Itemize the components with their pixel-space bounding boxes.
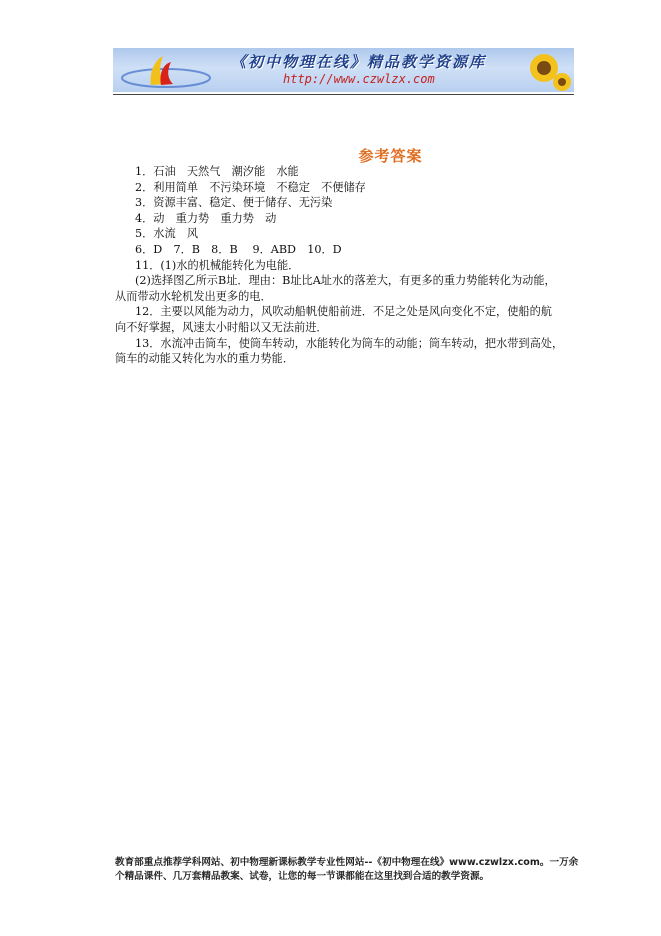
answer-5: 5．水流 风 [135,227,199,241]
answer-list [115,164,577,367]
page-footer [115,856,581,884]
header-banner [113,48,574,92]
answer-2: 2．利用简单 不污染环境 不稳定 不便储存 [135,180,366,194]
answer-12-cont: 向不好掌握，风速太小时船以又无法前进． [115,320,328,334]
answer-4: 4．动 重力势 重力势 动 [135,211,277,225]
banner-url[interactable]: http://www.czwlzx.com [283,72,435,86]
sunflower-icon [512,48,572,92]
answer-13-cont: 筒车的动能又转化为水的重力势能． [115,352,295,366]
answer-1: 1．石油 天然气 潮汐能 水能 [135,165,299,178]
answer-12: 12．主要以风能为动力，风吹动船帆使船前进．不足之处是风向变化不定，使船的航 [135,305,552,319]
answer-11-1: 11．(1)水的机械能转化为电能． [135,258,300,272]
answer-11-2: (2)选择图乙所示B址．理由：B址比A址水的落差大，有更多的重力势能转化为动能， [135,274,556,288]
footer-line-1: 教育部重点推荐学科网站、初中物理新课标教学专业性网站--《初中物理在线》www.czwlzx.com。一万余 [115,857,579,868]
header-divider [113,94,574,95]
answer-3: 3．资源丰富、稳定、便于储存、无污染 [135,196,333,210]
site-logo-icon [121,52,211,88]
banner-title: 《初中物理在线》精品教学资源库 [231,53,487,71]
answer-13: 13．水流冲击筒车，使筒车转动，水能转化为筒车的动能；筒车转动，把水带到高处， [135,336,564,350]
answer-6-10: 6．D 7．B 8．B 9．ABD 10．D [135,242,342,256]
page-title: 参考答案 [358,147,423,165]
footer-line-2: 个精品课件、几万套精品教案、试卷，让您的每一节课都能在这里找到合适的教学资源。 [115,871,490,882]
answer-11-2-cont: 从而带动水轮机发出更多的电． [115,289,272,303]
